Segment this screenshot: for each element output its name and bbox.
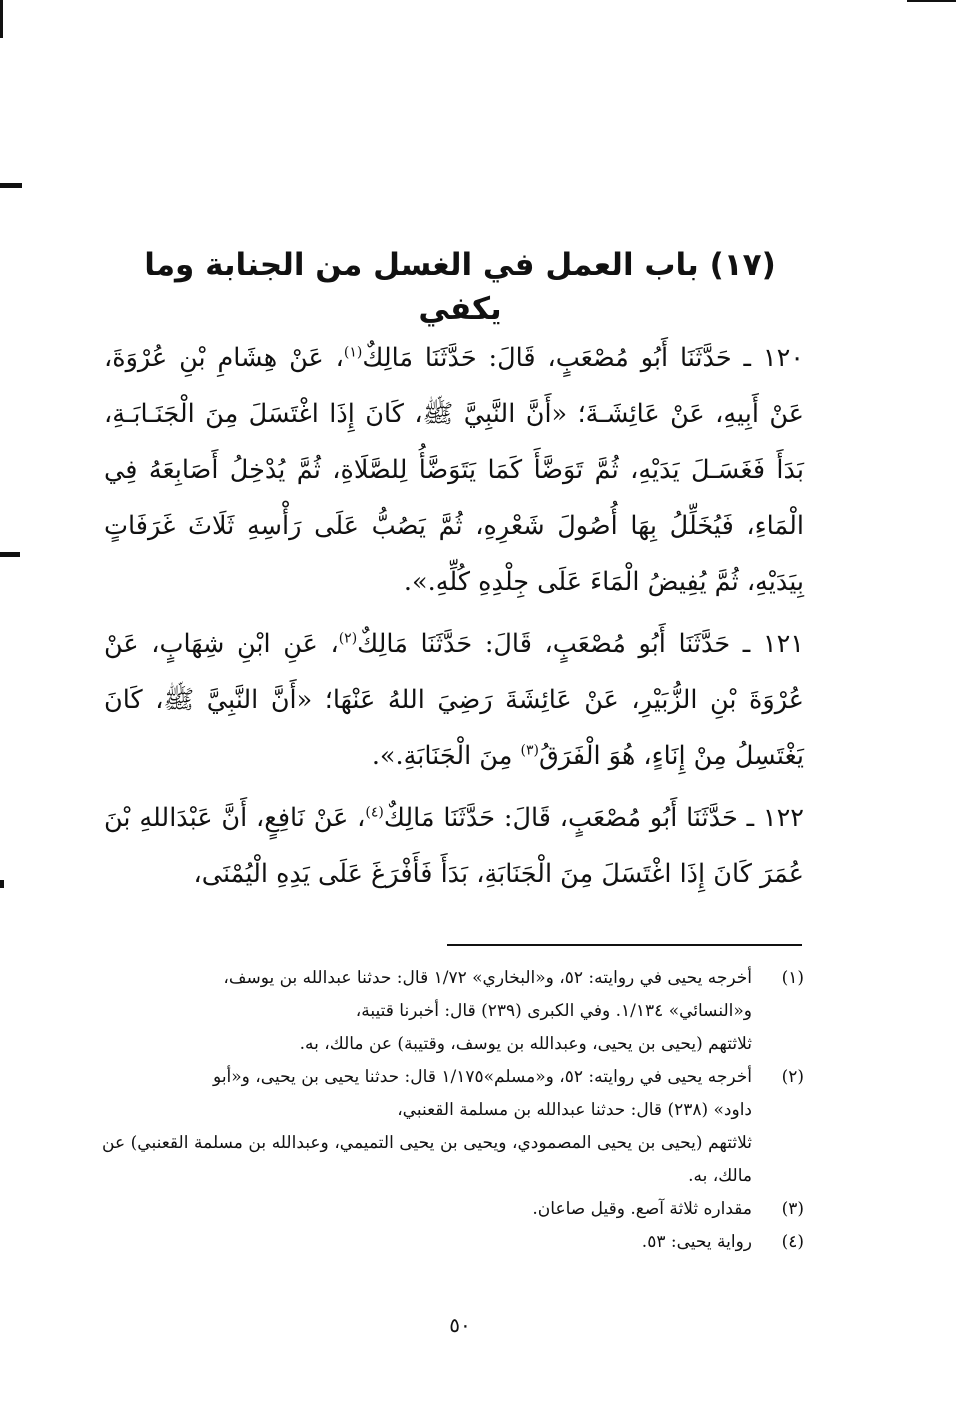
page-number: ٥٠ [449,1313,471,1337]
footnote-2 [102,1061,804,1193]
hadith-120 [104,330,804,610]
hadith-text-part: ، عَنْ نَافِعٍ، أَنَّ عَبْدَاللهِ بْنَ عُمَرَ كَانَ إِذَا اغْتَسَلَ مِنَ الْجَنَابَةِ، بَدَأَ فَأَفْرَغَ عَلَى يَدِهِ الْيُمْنَى، [104,803,804,889]
footnote-continuation: ثلاثتهم (يحيى بن يحيى، وعبدالله بن يوسف، وقتيبة) عن مالك، به. [299,1034,752,1054]
footnote-divider [447,944,802,946]
scan-edge-mark [0,552,20,557]
scan-edge-mark [0,880,4,888]
hadith-text [104,330,804,902]
footnote-number: (١) [781,968,804,988]
footnote-ref[interactable]: (٢) [338,630,358,647]
hadith-text-part: ، عَنِ ابْنِ شِهَابٍ، عَنْ عُرْوَةَ بْنِ الزُّبَيْرِ، عَنْ عَائِشَةَ رَضِيَ اللهُ عَنْهَا؛ «أَنَّ النَّبِيَّ ﷺ، كَانَ يَغْتَسِلُ مِنْ إِنَاءٍ، هُوَ الْفَرَقُ [104,629,804,771]
footnotes [102,962,804,1259]
hadith-122 [104,790,804,902]
scan-edge-mark [0,183,22,188]
footnote-ref[interactable]: (٤) [365,804,384,821]
footnote-4 [102,1226,804,1259]
footnote-number: (٤) [781,1232,804,1252]
footnote-continuation: ثلاثتهم (يحيى بن يحيى المصمودي، ويحيى بن يحيى التميمي، وعبدالله بن مسلمة القعنبي) عن مالك، به. [102,1133,752,1186]
footnote-line: داود» (٢٣٨) قال: حدثنا عبدالله بن مسلمة القعنبي، [397,1100,752,1120]
footnote-1 [102,962,804,1061]
footnote-line: مقداره ثلاثة آصع. وقيل صاعان. [532,1199,752,1219]
footnote-number: (٢) [781,1067,804,1087]
scan-edge-mark [907,0,956,2]
chapter-title: (١٧) باب العمل في الغسل من الجنابة وما يكفي [144,246,776,327]
hadith-text-part: ١٢٢ ـ حَدَّثَنَا أَبُو مُصْعَبٍ، قَالَ: حَدَّثَنَا مَالِكٌ [383,803,804,833]
hadith-text-part: ١٢١ ـ حَدَّثَنَا أَبُو مُصْعَبٍ، قَالَ: حَدَّثَنَا مَالِكٌ [357,629,804,659]
footnote-ref[interactable]: (١) [343,344,363,361]
hadith-text-part: مِنَ الْجَنَابَةِ.». [371,741,521,771]
footnote-line: أخرجه يحيى في روايته: ٥٢، و«البخاري» ١/٧٢ قال: حدثنا عبدالله بن يوسف، [223,968,752,988]
hadith-text-part: ١٢٠ ـ حَدَّثَنَا أَبُو مُصْعَبٍ، قَالَ: حَدَّثَنَا مَالِكٌ [362,343,804,373]
footnote-line: أخرجه يحيى في روايته: ٥٢، و«مسلم»١/١٧٥ قال: حدثنا يحيى بن يحيى، و«أبو [213,1067,752,1087]
footnote-number: (٣) [781,1199,804,1219]
footnote-ref[interactable]: (٣) [520,742,539,759]
footnote-line: رواية يحيى: ٥٣. [641,1232,752,1252]
hadith-121 [104,616,804,784]
scan-edge-mark [0,0,3,38]
hadith-text-part: ، عَنْ هِشَامِ بْنِ عُرْوَةَ، عَنْ أَبِيهِ، عَنْ عَائِشَـةَ؛ «أَنَّ النَّبِيَّ ﷺ، كَانَ إِذَا اغْتَسَلَ مِنَ الْجَنَـابَـةِ، بَدَأَ فَغَسَـلَ يَدَيْهِ، ثُمَّ تَوَضَّأَ كَمَا يَتَوَضَّأُ لِلصَّلَاةِ، ثُمَّ يُدْخِلُ أَصَابِعَهُ فِي الْمَاءِ، فَيُخَلِّلُ بِهَا أُصُولَ شَعْرِهِ، ثُمَّ يَصُبُّ عَلَى رَأْسِهِ ثَلَاثَ غَرَفَاتٍ بِيَدَيْهِ، ثُمَّ يُفِيضُ الْمَاءَ عَلَى جِلْدِهِ كُلِّهِ.». [104,343,804,597]
footnote-3 [102,1193,804,1226]
footnote-line: و«النسائي» ١/١٣٤. وفي الكبرى (٢٣٩) قال: أخبرنا قتيبة، [355,1001,752,1021]
